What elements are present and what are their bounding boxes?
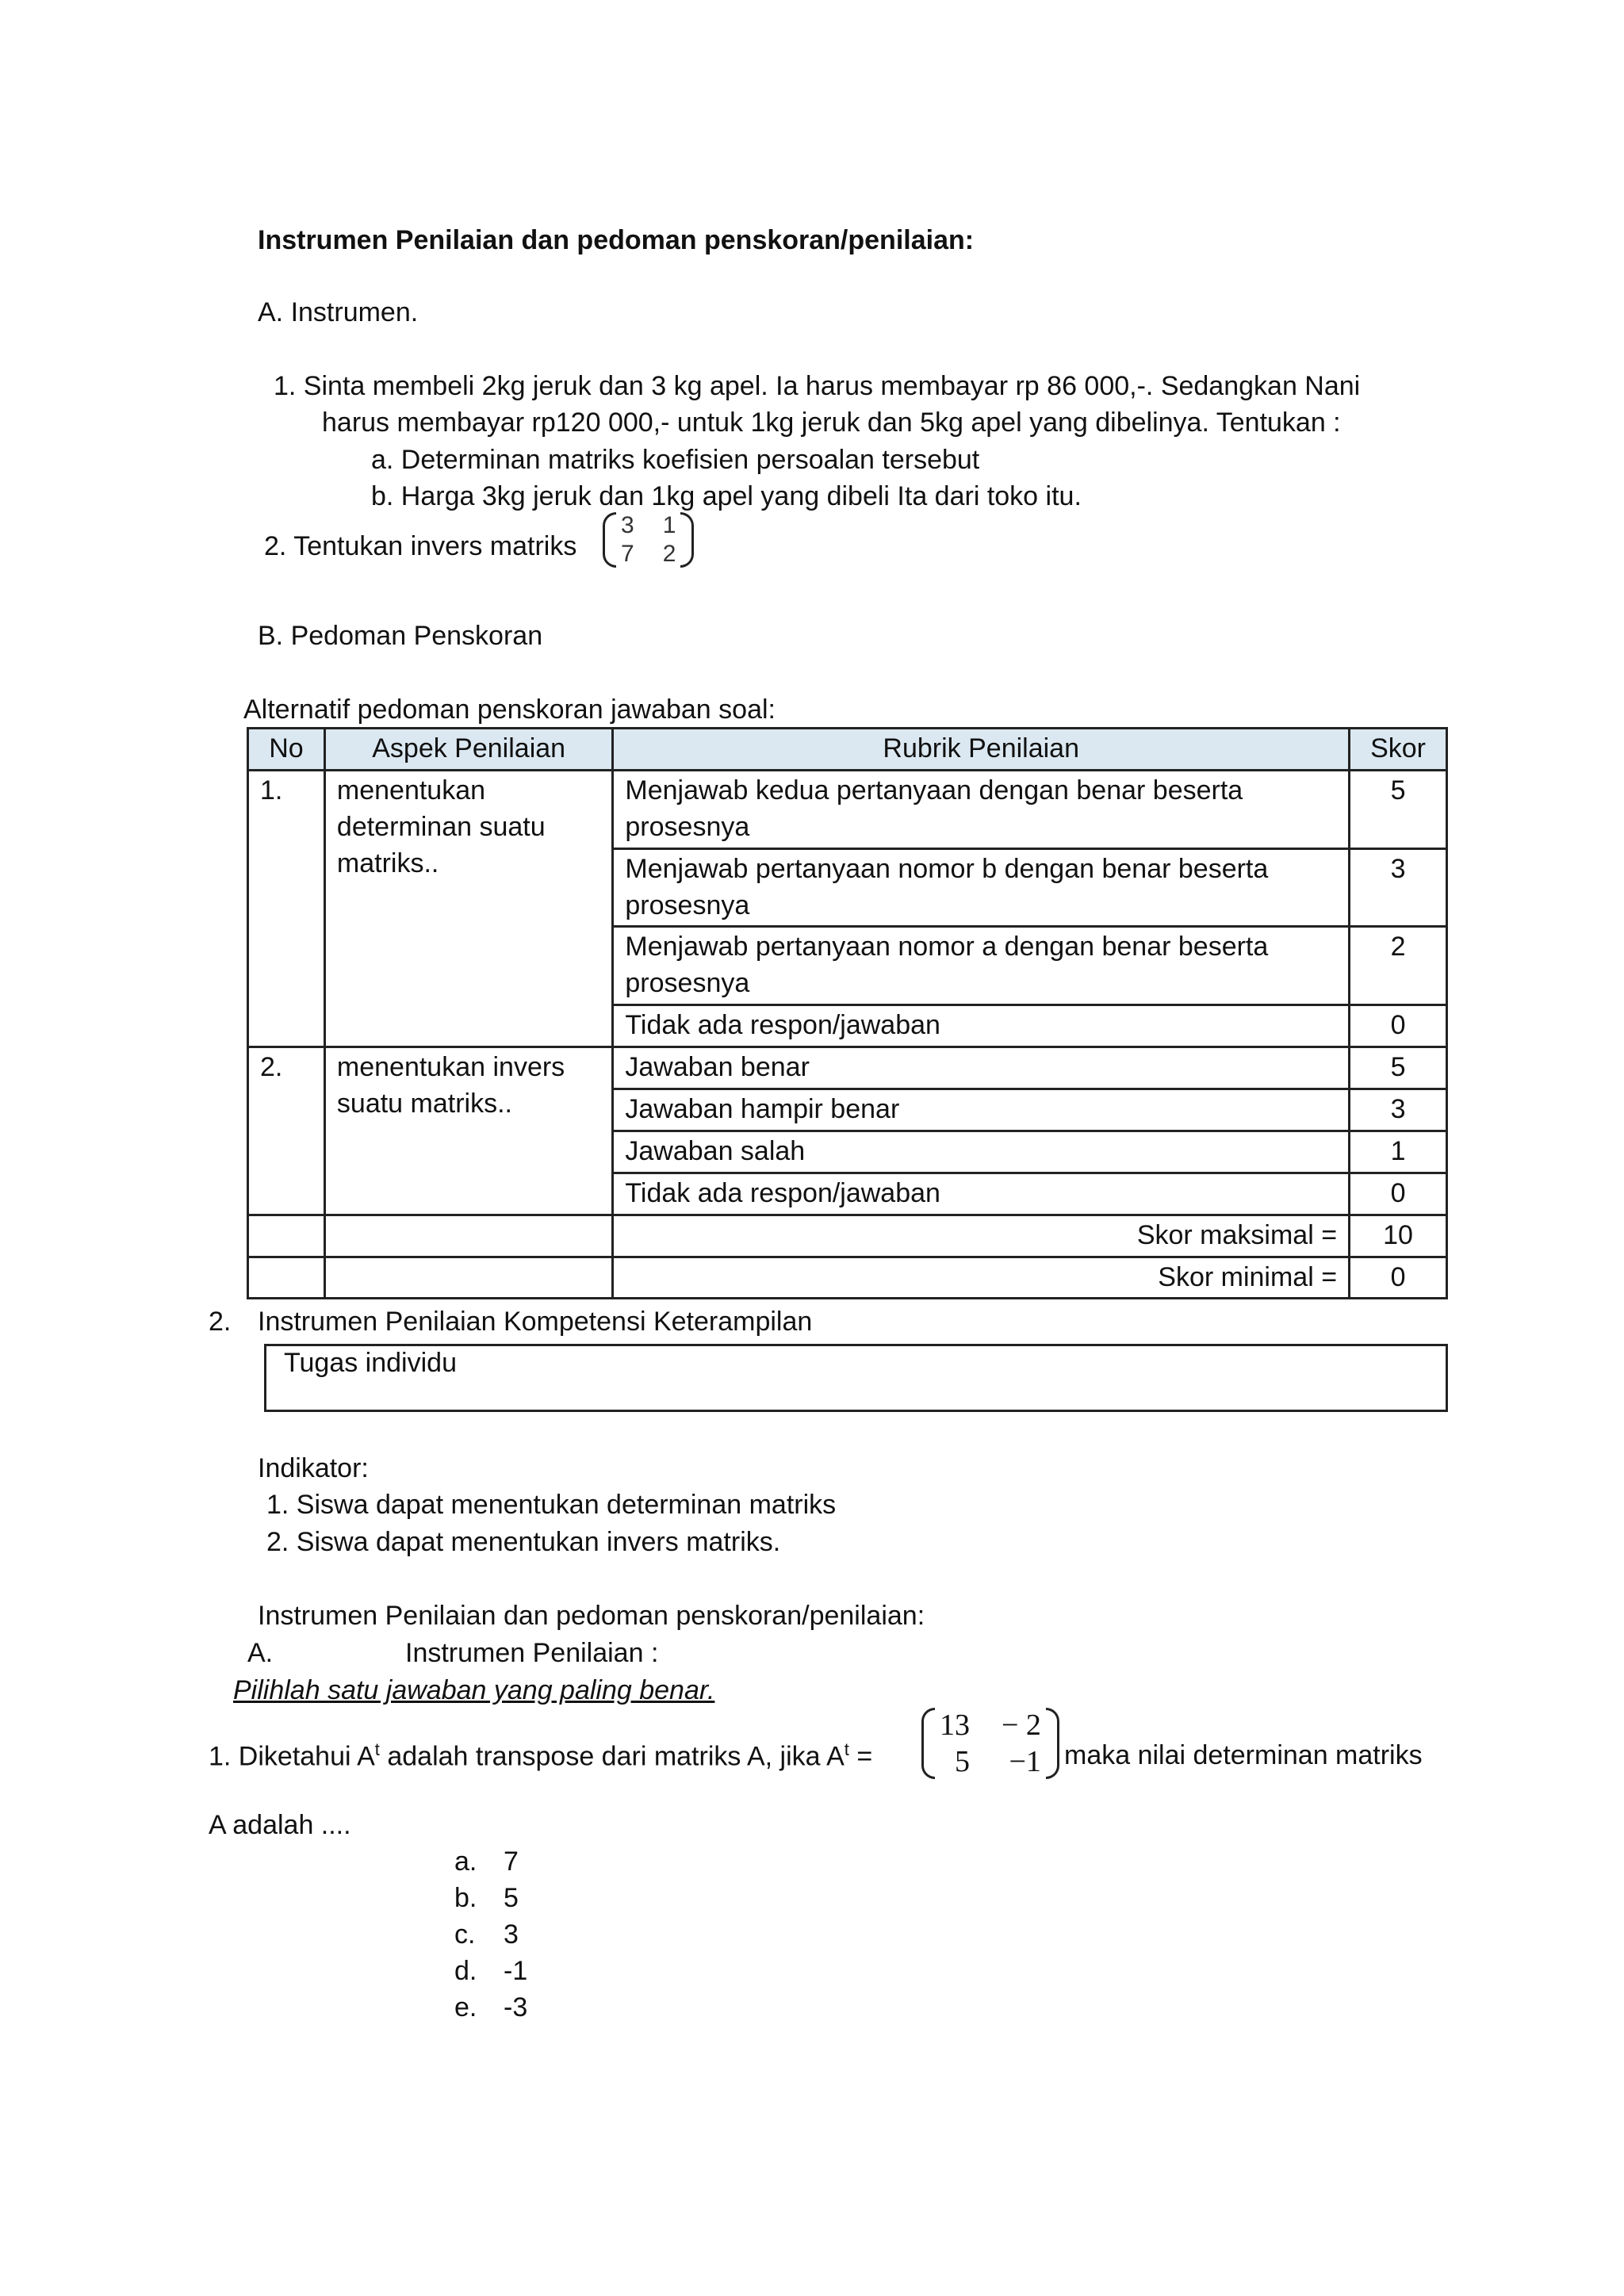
left-bracket (921, 1708, 935, 1779)
option-letter: d. (454, 1956, 477, 1986)
superscript: t (374, 1739, 380, 1759)
row-rubrik: Jawaban hampir benar (613, 1089, 1350, 1131)
row-skor: 3 (1350, 1089, 1447, 1131)
matrix-cell: − 2 (1002, 1709, 1041, 1742)
mcq-stem-eq: = (848, 1741, 873, 1772)
empty-cell (248, 1257, 325, 1299)
section-b-heading: B. Pedoman Penskoran (258, 621, 543, 651)
max-score-label: Skor maksimal = (613, 1215, 1350, 1257)
row-skor: 5 (1350, 770, 1447, 848)
table-caption: Alternatif pedoman penskoran jawaban soal: (243, 695, 776, 725)
option-letter: a. (454, 1846, 477, 1877)
section2-title: Instrumen Penilaian Kompetensi Keterampilan (258, 1307, 813, 1337)
header-rubrik: Rubrik Penilaian (613, 729, 1350, 771)
part2-title: Instrumen Penilaian dan pedoman penskoran/penilaian: (258, 1601, 925, 1631)
row-rubrik: Menjawab pertanyaan nomor b dengan benar beserta prosesnya (613, 848, 1350, 927)
mcq-option (454, 1991, 527, 2025)
row-rubrik: Jawaban benar (613, 1047, 1350, 1089)
option-value: 5 (504, 1883, 519, 1913)
header-no: No (248, 729, 325, 771)
part2-a-letter: A. (247, 1638, 274, 1668)
option-value: -1 (504, 1956, 528, 1986)
row-no: 1. (248, 770, 325, 1047)
header-skor: Skor (1350, 729, 1447, 771)
superscript: t (844, 1739, 849, 1759)
mcq-stem-end: A adalah .... (209, 1810, 351, 1840)
matrix-cell: 3 (621, 512, 634, 538)
min-score-row (248, 1257, 1447, 1299)
section2-number: 2. (209, 1307, 232, 1337)
q2-matrix (603, 512, 694, 568)
row-skor: 5 (1350, 1047, 1447, 1089)
option-letter: e. (454, 1992, 477, 2022)
matrix-cell: 5 (955, 1745, 970, 1778)
task-box (264, 1344, 1448, 1412)
matrix-cell: 7 (621, 541, 634, 567)
indikator-item: 2. Siswa dapat menentukan invers matriks. (266, 1527, 781, 1557)
q1-line2: harus membayar rp120 000,- untuk 1kg jeruk dan 5kg apel yang dibelinya. Tentukan : (322, 408, 1341, 438)
header-aspek: Aspek Penilaian (324, 729, 612, 771)
indikator-item: 1. Siswa dapat menentukan determinan matriks (266, 1490, 837, 1520)
q1-line1: 1. Sinta membeli 2kg jeruk dan 3 kg apel. Ia harus membayar rp 86 000,-. Sedangkan Nani (274, 371, 1361, 401)
empty-cell (324, 1215, 612, 1257)
table-header-row (248, 729, 1447, 771)
row-rubrik: Menjawab pertanyaan nomor a dengan benar beserta prosesnya (613, 927, 1350, 1005)
min-score-label: Skor minimal = (613, 1257, 1350, 1299)
q1-option-b: b. Harga 3kg jeruk dan 1kg apel yang dibeli Ita dari toko itu. (371, 481, 1082, 511)
empty-cell (324, 1257, 612, 1299)
mcq-stem (209, 1739, 872, 1774)
row-rubrik: Jawaban salah (613, 1131, 1350, 1173)
row-aspek: menentukan invers suatu matriks.. (324, 1047, 612, 1215)
option-letter: c. (454, 1919, 476, 1950)
min-score-value: 0 (1350, 1257, 1447, 1299)
row-rubrik: Menjawab kedua pertanyaan dengan benar beserta prosesnya (613, 770, 1350, 848)
max-score-value: 10 (1350, 1215, 1447, 1257)
empty-cell (248, 1215, 325, 1257)
table-row (248, 770, 1447, 848)
mcq-matrix (921, 1708, 1059, 1779)
left-bracket (603, 512, 616, 568)
row-no: 2. (248, 1047, 325, 1215)
row-skor: 3 (1350, 848, 1447, 927)
row-skor: 0 (1350, 1173, 1447, 1215)
mcq-option (454, 1954, 527, 1988)
option-value: -3 (504, 1992, 528, 2022)
matrix-cell: 13 (940, 1709, 970, 1742)
matrix-cell: 1 (662, 512, 676, 538)
mcq-stem-post: maka nilai determinan matriks (1064, 1740, 1423, 1770)
task-box-text: Tugas individu (284, 1348, 457, 1378)
table-row (248, 1047, 1447, 1089)
part2-a-text: Instrumen Penilaian : (405, 1638, 659, 1668)
row-aspek: menentukan determinan suatu matriks.. (324, 770, 612, 1047)
right-bracket (680, 512, 694, 568)
max-score-row (248, 1215, 1447, 1257)
mcq-option (454, 1881, 519, 1915)
option-letter: b. (454, 1883, 477, 1913)
row-skor: 0 (1350, 1005, 1447, 1047)
row-rubrik: Tidak ada respon/jawaban (613, 1173, 1350, 1215)
row-rubrik: Tidak ada respon/jawaban (613, 1005, 1350, 1047)
option-value: 3 (504, 1919, 519, 1950)
q1-option-a: a. Determinan matriks koefisien persoalan tersebut (371, 445, 980, 475)
section-a-heading: A. Instrumen. (258, 297, 419, 327)
option-value: 7 (504, 1846, 519, 1877)
row-skor: 2 (1350, 927, 1447, 1005)
mcq-stem-mid: adalah transpose dari matriks A, jika A (379, 1741, 845, 1772)
mcq-option (454, 1918, 519, 1952)
indikator-title: Indikator: (258, 1453, 369, 1483)
mcq-stem-pre: 1. Diketahui A (209, 1741, 375, 1772)
scoring-table (247, 727, 1448, 1299)
row-skor: 1 (1350, 1131, 1447, 1173)
mcq-option (454, 1845, 519, 1879)
instruction-text: Pilihlah satu jawaban yang paling benar. (233, 1675, 715, 1705)
q2-text: 2. Tentukan invers matriks (264, 531, 577, 561)
matrix-cell: 2 (662, 541, 676, 567)
right-bracket (1046, 1708, 1059, 1779)
page-title: Instrumen Penilaian dan pedoman penskoran/penilaian: (258, 225, 975, 255)
matrix-cell: −1 (1009, 1745, 1041, 1778)
